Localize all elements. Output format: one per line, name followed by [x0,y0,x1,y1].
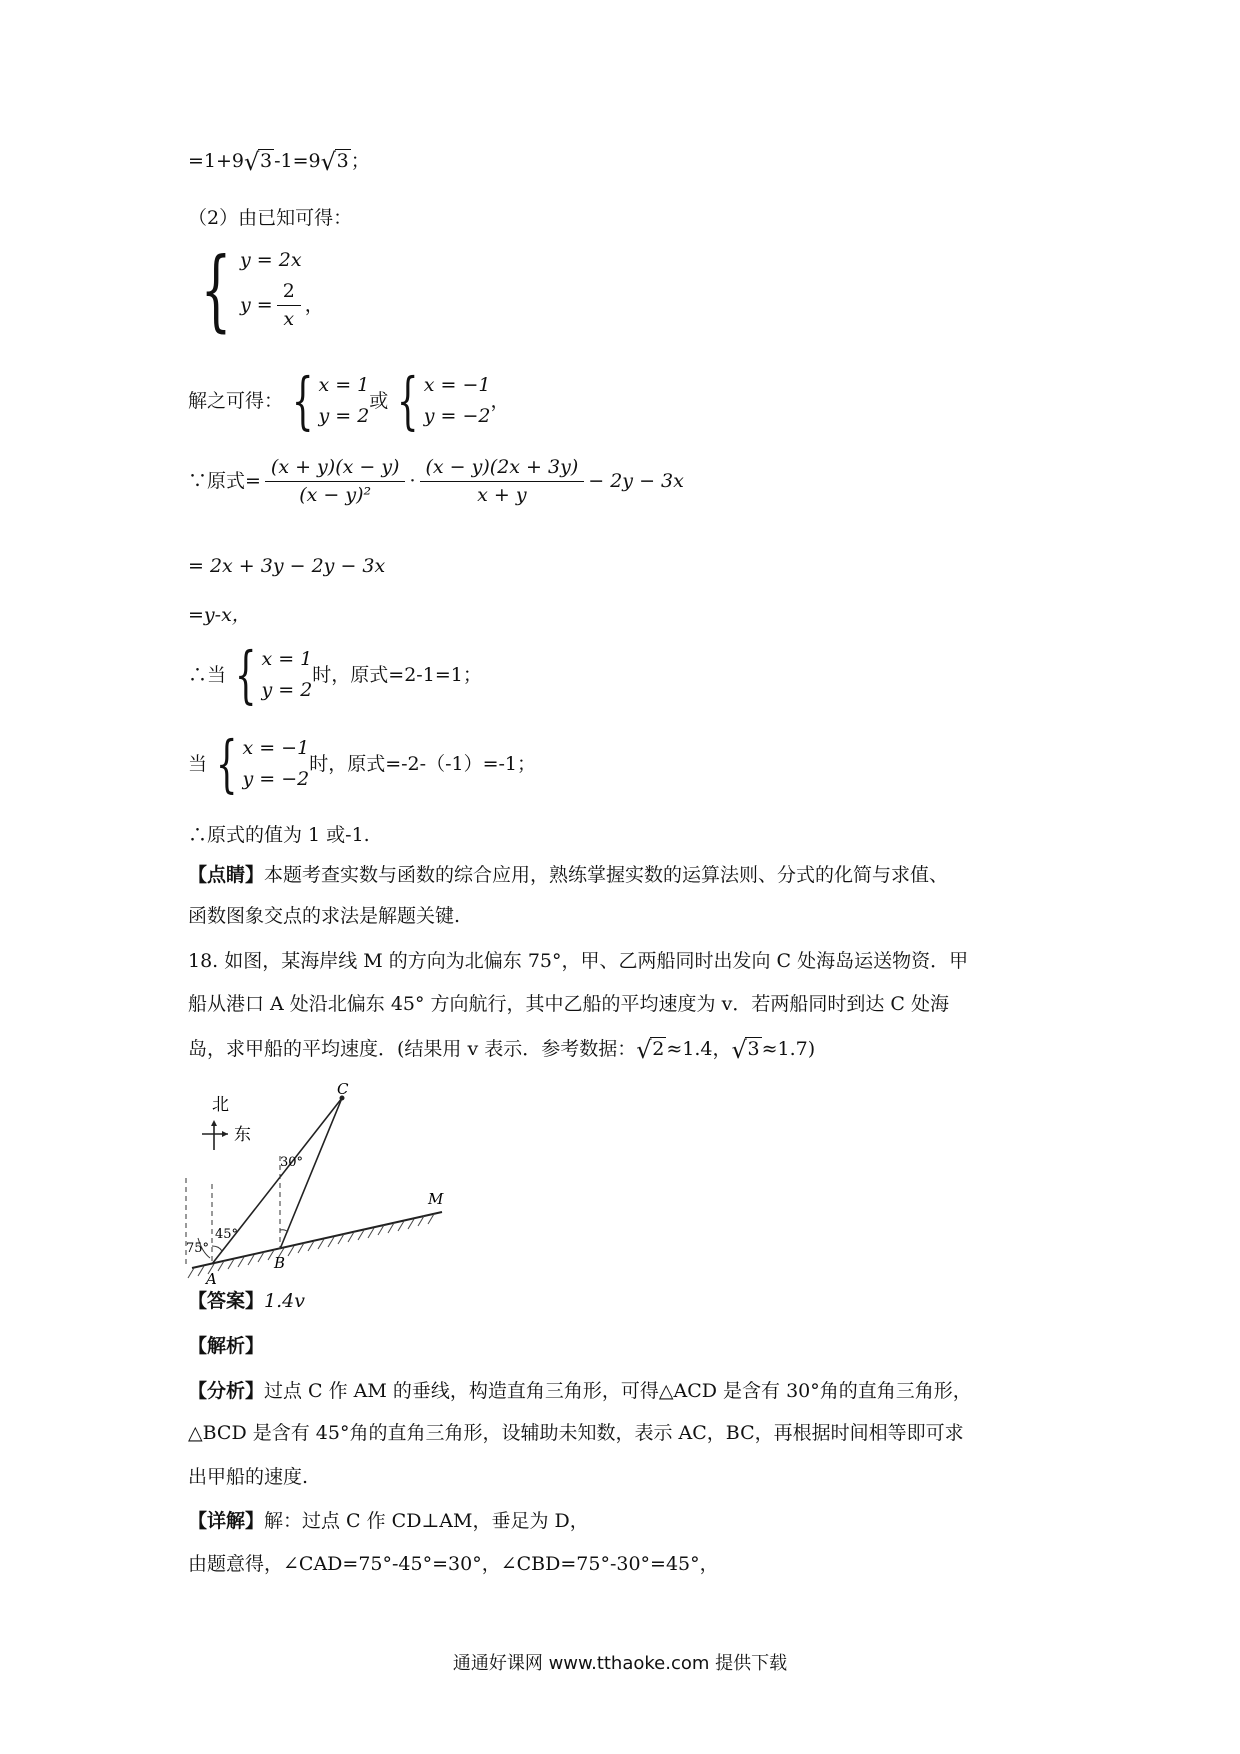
case-1-line [188,638,482,711]
text-segment: ∵原式= [188,469,261,492]
label-angle-75: 75° [186,1241,210,1256]
answer-tag: 【答案】 [188,1290,265,1312]
coastline-hatching [188,1214,434,1278]
text-segment: 当 [188,752,208,775]
arrow-north-icon [211,1120,217,1126]
geometry-figure [186,1080,452,1288]
expression-line [188,456,684,507]
comma: ， [490,389,510,412]
sqrt-2: √ 2 [636,1038,666,1061]
fraction-2-over-x: $\frac{2}{x}$ [277,280,301,331]
dianjing-line-2: 函数图象交点的求法是解题关键. [188,905,461,927]
conclusion-line: ∴原式的值为 1 或-1. [188,824,370,846]
comma: ， [304,293,324,316]
text-segment: =1+9 [188,150,245,172]
fenxi-tag: 【分析】 [188,1380,265,1402]
question-18-line-2: 船从港口 A 处沿北偏东 45° 方向航行，其中乙船的平均速度为 v．若两船同时到达 C 处海 [188,993,949,1015]
label-b: B [274,1254,286,1272]
label-north: 北 [212,1095,229,1115]
fraction-1: $\frac{(x + y)(x - y)}{\text{(x − y)²}}$ [265,456,406,507]
fenxi-line-3: 出甲船的速度. [188,1466,309,1488]
text-segment: -1=9 [274,150,321,172]
solution-y: y = 2 [318,405,370,427]
text-segment: ∴当 [188,663,227,686]
dianjing-tag: 【点睛】 [188,864,265,886]
label-m: M [428,1190,444,1208]
case-y: y = −2 [242,768,310,790]
text-segment: 过点 C 作 AM 的垂线，构造直角三角形，可得△ACD 是含有 30°角的直角三角形， [264,1380,972,1402]
line-bc [280,1098,342,1249]
sqrt-3: √ 3 [321,150,351,173]
label-angle-45: 45° [215,1227,239,1242]
xiangjie-line-2: 由题意得，∠CAD=75°-45°=30°，∠CBD=75°-30°=45°， [188,1553,719,1575]
text-segment: ； [350,150,370,172]
equation-line-6: = 2x + 3y − 2y − 3x [188,555,386,577]
text-segment: 时，原式=2-1=1； [312,663,482,686]
text-segment: 解：过点 C 作 CD⊥AM，垂足为 D， [264,1510,589,1532]
label-angle-30: 30° [280,1155,304,1170]
sqrt-3: √ 3 [731,1038,761,1061]
equation-y-label: y = [240,293,273,316]
text-segment: 时，原式=-2-（-1）=-1； [309,752,537,775]
xiangjie-line-1 [188,1510,589,1533]
equation-y-2x: y = 2x [240,249,302,272]
label-a: A [206,1270,217,1288]
page-footer: 通通好课网 www.tthaoke.com 提供下载 [452,1653,788,1674]
text-segment: − 2y − 3x [588,469,684,492]
label-east: 东 [234,1125,251,1145]
text-segment: ≈1.4， [666,1038,732,1060]
solution-y: y = −2 [423,405,491,427]
equation-line-1 [188,150,370,173]
text-segment: 本题考查实数与函数的综合应用，熟练掌握实数的运算法则、分式的化简与求值、 [264,864,949,886]
left-brace: { [291,364,314,437]
sqrt-3: √ 3 [244,150,274,173]
case-x: x = 1 [261,648,313,671]
label-c: C [337,1080,349,1098]
analysis-tag: 【解析】 [188,1335,265,1357]
xiangjie-tag: 【详解】 [188,1510,265,1532]
text-segment: 岛，求甲船的平均速度．(结果用 v 表示．参考数据： [188,1038,637,1060]
answer-value: 1.4v [264,1290,305,1312]
case-2-line [188,727,537,800]
angle-arc-45 [212,1246,222,1251]
fenxi-line-1 [188,1380,972,1403]
dot-operator: · [409,469,416,492]
equation-line-7: =y-x， [188,604,251,626]
question-18-line-1: 18. 如图，某海岸线 M 的方向为北偏东 75°，甲、乙两船同时出发向 C 处海岛运送物资．甲 [188,950,969,972]
equation-system-1 [188,238,324,341]
case-y: y = 2 [261,679,313,701]
solutions-line [188,364,510,437]
left-brace: { [200,238,232,341]
left-brace: { [234,638,257,711]
arrow-east-icon [222,1131,228,1137]
geometry-svg [186,1080,452,1288]
left-brace: { [215,727,238,800]
dianjing-line-1 [188,864,948,887]
fraction-2: $\frac{(x - y)(2x + 3y)}{x + y}$ [420,456,585,507]
answer-line [188,1290,305,1313]
part-2-heading: （2）由已知可得： [188,207,353,229]
solution-x: x = −1 [423,374,491,397]
left-brace: { [397,364,419,437]
case-x: x = −1 [242,737,310,760]
text-segment: ≈1.7) [761,1038,816,1060]
question-18-line-3 [188,1038,815,1061]
text-segment: 解之可得： [188,389,284,412]
fenxi-line-2: △BCD 是含有 45°角的直角三角形，设辅助未知数，表示 AC，BC，再根据时间相等即可求 [188,1422,964,1444]
solution-x: x = 1 [318,374,370,397]
text-or: 或 [369,389,389,412]
